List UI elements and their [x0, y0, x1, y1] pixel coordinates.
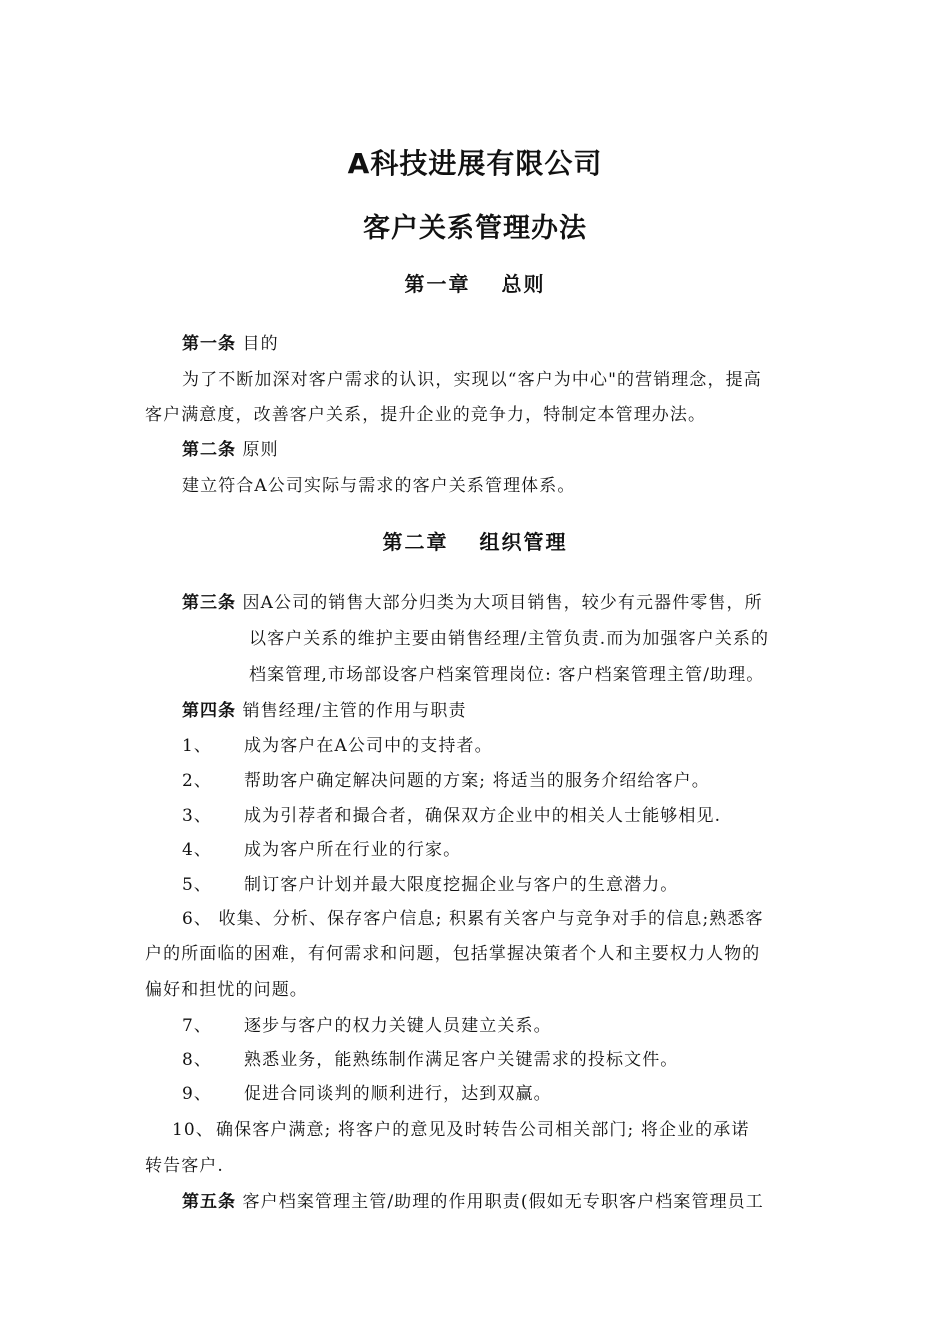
list-item-number: 1、 — [182, 736, 213, 756]
article-4-name: 销售经理/主管的作用与职责 — [242, 701, 467, 721]
list-item — [182, 873, 678, 897]
article-1-heading — [182, 332, 279, 356]
article-1-label: 第一条 — [182, 334, 236, 354]
list-item-6-line-3: 偏好和担忧的问题。 — [145, 980, 308, 1000]
article-3-line-1 — [182, 591, 763, 615]
list-item-10-line-2: 转告客户. — [145, 1156, 224, 1176]
article-5-line-1 — [182, 1190, 764, 1214]
article-2-name: 原则 — [242, 440, 279, 460]
list-item-10-line-1 — [172, 1118, 749, 1142]
article-3-line-3: 档案管理,市场部设客户档案管理岗位: 客户档案管理主管/助理。 — [249, 665, 765, 685]
article-4-heading — [182, 699, 467, 723]
article-5-label: 第五条 — [182, 1192, 236, 1212]
list-item-text: 熟悉业务，能熟练制作满足客户关键需求的投标文件。 — [244, 1050, 679, 1070]
list-item-number: 4、 — [182, 840, 213, 860]
list-item-6-line-2: 户的所面临的困难，有何需求和问题，包括掌握决策者个人和主要权力人物的 — [145, 944, 761, 964]
list-item-number: 9、 — [182, 1084, 213, 1104]
list-item-number: 10、 — [172, 1120, 214, 1140]
company-name: A科技进展有限公司 — [347, 147, 603, 180]
list-item — [182, 769, 710, 793]
article-3-label: 第三条 — [182, 593, 236, 613]
list-item-number: 8、 — [182, 1050, 213, 1070]
article-5-text-1: 客户档案管理主管/助理的作用职责(假如无专职客户档案管理员工 — [242, 1192, 764, 1212]
list-item-text: 成为引荐者和撮合者，确保双方企业中的相关人士能够相见. — [244, 806, 722, 826]
article-1-name: 目的 — [242, 334, 279, 354]
article-3-text-1: 因A公司的销售大部分归类为大项目销售，较少有元器件零售，所 — [242, 593, 763, 613]
list-item — [182, 1014, 552, 1038]
article-4-label: 第四条 — [182, 701, 236, 721]
list-item-text: 帮助客户确定解决问题的方案; 将适当的服务介绍给客户。 — [244, 771, 710, 791]
chapter-1-heading: 第一章 总则 — [404, 272, 546, 296]
list-item — [182, 804, 721, 828]
list-item-number: 3、 — [182, 806, 213, 826]
article-3-line-2: 以客户关系的维护主要由销售经理/主管负责.而为加强客户关系的 — [249, 629, 770, 649]
article-2-line-1: 建立符合A公司实际与需求的客户关系管理体系。 — [182, 476, 576, 496]
list-item-number: 5、 — [182, 875, 213, 895]
list-item — [182, 734, 493, 758]
list-item-text: 成为客户所在行业的行家。 — [244, 840, 462, 860]
article-2-label: 第二条 — [182, 440, 236, 460]
list-item — [182, 838, 461, 862]
list-item-text: 制订客户计划并最大限度挖掘企业与客户的生意潜力。 — [244, 875, 679, 895]
list-item-text: 促进合同谈判的顺利进行，达到双赢。 — [244, 1084, 552, 1104]
article-2-heading — [182, 438, 279, 462]
list-item-text: 成为客户在A公司中的支持者。 — [244, 736, 493, 756]
list-item-number: 2、 — [182, 771, 213, 791]
list-item-number: 7、 — [182, 1016, 213, 1036]
list-item-text: 逐步与客户的权力关键人员建立关系。 — [244, 1016, 552, 1036]
document-title: 客户关系管理办法 — [363, 213, 587, 244]
list-item-6-line-1: 6、 收集、分析、保存客户信息; 积累有关客户与竞争对手的信息;熟悉客 — [182, 909, 764, 929]
article-1-line-1: 为了不断加深对客户需求的认识，实现以“客户为中心"的营销理念，提高 — [182, 370, 762, 390]
list-item — [182, 1082, 552, 1106]
article-1-line-2: 客户满意度，改善客户关系，提升企业的竞争力，特制定本管理办法。 — [145, 405, 707, 425]
chapter-2-heading: 第二章 组织管理 — [382, 530, 568, 554]
list-item — [182, 1048, 678, 1072]
list-item-text: 确保客户满意; 将客户的意见及时转告公司相关部门; 将企业的承诺 — [216, 1120, 750, 1140]
